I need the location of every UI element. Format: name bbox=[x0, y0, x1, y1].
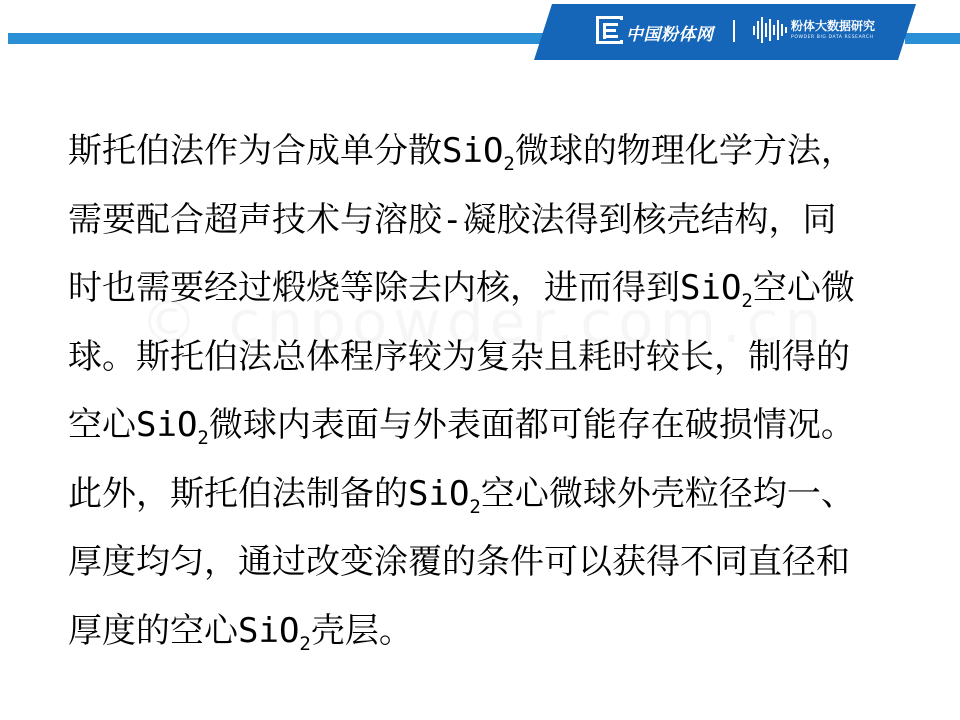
header-stripe-left bbox=[8, 33, 553, 44]
text-segment: 空心微球外壳粒径均一、 厚度均匀，通过改变涂覆的条件可以获得不同直径和 厚度的空心SiO bbox=[68, 473, 855, 651]
body-paragraph bbox=[68, 117, 928, 665]
text-segment: 微球的物理化学方法， 需要配合超声技术与溶胶-凝胶法得到核壳结构，同 时也需要经过煅烧等除去内核，进而得到SiO bbox=[68, 131, 855, 308]
text-segment: 空心微 球。斯托伯法总体程序较为复杂且耗时较长，制得的 空心SiO bbox=[68, 268, 855, 445]
header-divider bbox=[733, 20, 735, 42]
subscript: 2 bbox=[469, 495, 481, 518]
text-segment: 斯托伯法作为合成单分散SiO bbox=[68, 131, 504, 171]
header-stripe-right bbox=[905, 33, 960, 44]
cnpowder-logo-icon bbox=[594, 14, 624, 46]
subscript: 2 bbox=[197, 426, 209, 449]
brand-name: 中国粉体网 bbox=[626, 25, 714, 45]
data-wave-icon bbox=[752, 15, 788, 45]
text-segment: 微球内表面与外表面都可能存在破损情况。 此外，斯托伯法制备的SiO bbox=[68, 405, 855, 514]
brand2-tagline: POWDER BIG DATA RESEARCH bbox=[791, 35, 874, 40]
brand2-name: 粉体大数据研究 bbox=[791, 19, 876, 33]
subscript: 2 bbox=[503, 152, 515, 175]
subscript: 2 bbox=[741, 289, 753, 312]
subscript: 2 bbox=[299, 632, 311, 655]
text-segment: 壳层。 bbox=[310, 610, 413, 651]
